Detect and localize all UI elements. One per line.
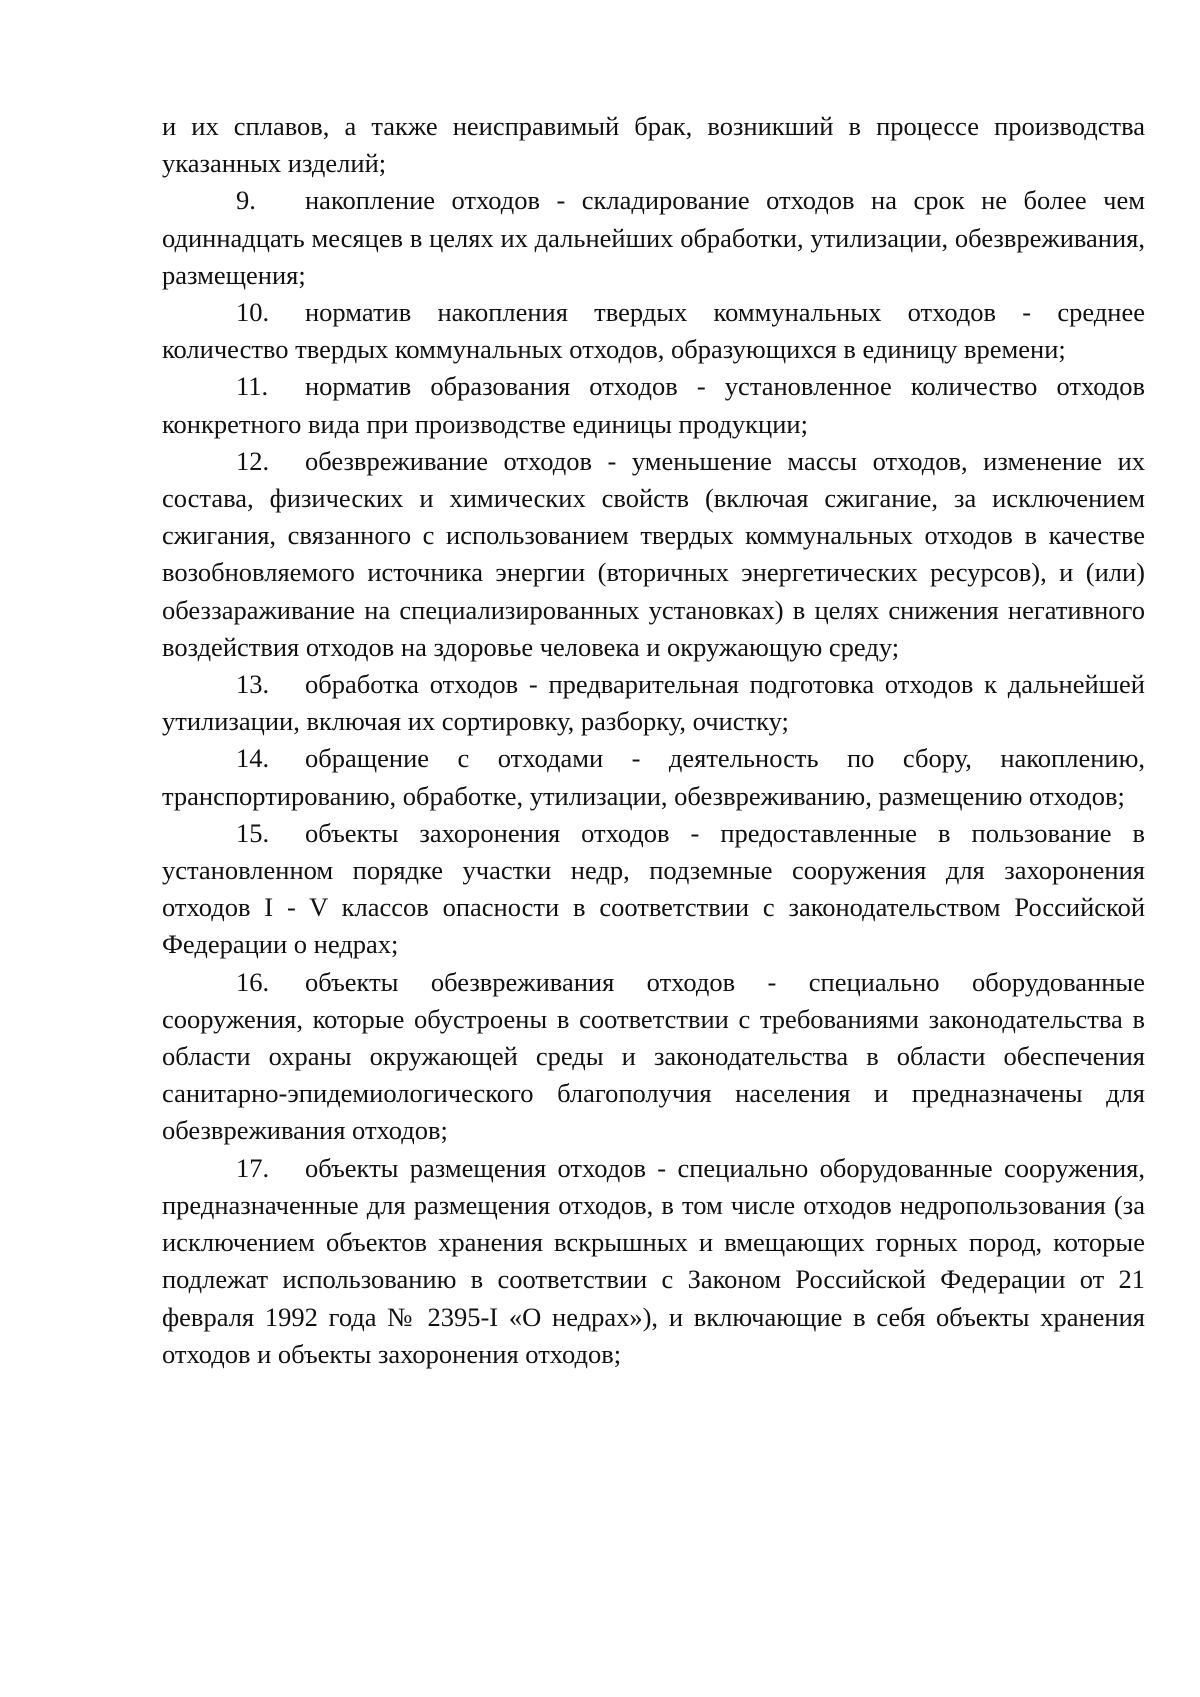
item-text: обработка отходов - предварительная подготовка отходов к дальнейшей утилизации, включая их сортировку, разборку, очистку; — [162, 669, 1145, 737]
document-page — [162, 108, 1145, 1373]
definition-item-10 — [162, 294, 1145, 368]
item-text: объекты обезвреживания отходов - специально оборудованные сооружения, которые обустроены в соответствии с требованиями законодательства в области охраны окружающей среды и законодательства в области обеспечения санитарно-эпидемиологического благополучия населения и предназначены для обезвреживания отходов; — [162, 966, 1145, 1146]
item-number: 16. — [236, 966, 270, 997]
item-text: обезвреживание отходов - уменьшение массы отходов, изменение их состава, физических и химических свойств (включая сжигание, за исключением сжигания, связанного с использованием твердых коммунальных отходов в качестве возобновляемого источника энергии (вторичных энергетических ресурсов), и (или) обеззараживание на специализированных установках) в целях снижения негативного воздействия отходов на здоровье человека и окружающую среду; — [162, 445, 1145, 662]
item-text: обращение с отходами - деятельность по сбору, накоплению, транспортированию, обработке, утилизации, обезвреживанию, размещению отходов; — [162, 743, 1145, 811]
definition-item-13 — [162, 666, 1145, 740]
definition-item-14 — [162, 740, 1145, 814]
continuation-paragraph: и их сплавов, а также неисправимый брак, возникший в процессе производства указанных изделий; — [162, 111, 1145, 179]
item-number: 14. — [236, 743, 270, 774]
item-number: 9. — [236, 185, 256, 216]
item-number: 15. — [236, 817, 270, 848]
item-number: 17. — [236, 1152, 270, 1183]
item-text: объекты размещения отходов - специально оборудованные сооружения, предназначенные для размещения отходов, в том числе отходов недропользования (за исключением объектов хранения вскрышных и вмещающих горных пород, которые подлежат использованию в соответствии с Законом Российской Федерации от 21 февраля 1992 года № 2395-I «О недрах»), и включающие в себя объекты хранения отходов и объекты захоронения отходов; — [162, 1152, 1145, 1369]
item-number: 11. — [236, 371, 269, 402]
item-number: 12. — [236, 445, 270, 476]
item-text: норматив образования отходов - установленное количество отходов конкретного вида при производстве единицы продукции; — [162, 371, 1145, 439]
definition-item-9 — [162, 182, 1145, 294]
item-text: норматив накопления твердых коммунальных отходов - среднее количество твердых коммунальных отходов, образующихся в единицу времени; — [162, 297, 1145, 365]
definition-item-16 — [162, 964, 1145, 1150]
item-number: 10. — [236, 297, 270, 328]
item-number: 13. — [236, 669, 270, 700]
definition-item-15 — [162, 815, 1145, 964]
definition-item-12 — [162, 443, 1145, 666]
item-text: накопление отходов - складирование отходов на срок не более чем одиннадцать месяцев в целях их дальнейших обработки, утилизации, обезвреживания, размещения; — [162, 185, 1145, 290]
item-text: объекты захоронения отходов - предоставленные в пользование в установленном порядке участки недр, подземные сооружения для захоронения отходов I - V классов опасности в соответствии с законодательством Российской Федерации о недрах; — [162, 817, 1145, 960]
definition-item-11 — [162, 368, 1145, 442]
definition-item-17 — [162, 1150, 1145, 1373]
